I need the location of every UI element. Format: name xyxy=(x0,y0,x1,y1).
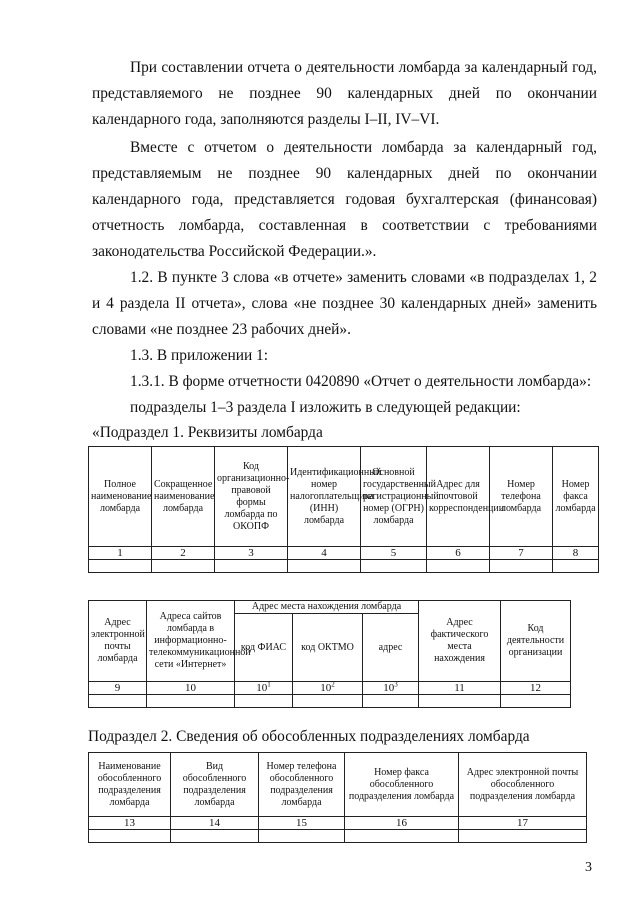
text-line: календарного года, представляется годовая бухгалтерская (финансовая) xyxy=(92,191,597,208)
text-line: словами «не позднее 23 рабочих дней». xyxy=(92,321,351,338)
column-number: 10 xyxy=(147,682,235,695)
superscript: 3 xyxy=(394,680,398,689)
column-number: 16 xyxy=(345,817,459,830)
table-number-row xyxy=(89,682,571,695)
text-line: представляемым не позднее 90 календарных дней по окончании xyxy=(92,165,597,182)
table-header-cell: Вид обособленного подразделения ломбарда xyxy=(171,753,259,817)
table-cell xyxy=(553,560,599,573)
table-empty-row xyxy=(89,560,599,573)
table-header-cell: код ФИАС xyxy=(235,614,293,682)
table-header-cell: Код деятельности организации xyxy=(501,601,571,682)
table-header-cell: Номер факса ломбарда xyxy=(553,447,599,547)
table-cell xyxy=(288,560,361,573)
table-header-cell: Наименование обособленного подразделения ломбарда xyxy=(89,753,171,817)
table-header-cell: Номер факса обособленного подразделения ломбарда xyxy=(345,753,459,817)
table-cell xyxy=(147,695,235,708)
table-requisites xyxy=(88,446,599,573)
table-cell xyxy=(89,695,147,708)
column-number: 17 xyxy=(459,817,587,830)
text-line: и 4 раздела II отчета», слова «не позднее 30 календарных дней» заменить xyxy=(92,295,597,312)
column-number-text: 10 xyxy=(320,682,332,694)
text-line: При составлении отчета о деятельности ломбарда за календарный год, xyxy=(130,59,597,76)
table-number-row xyxy=(89,547,599,560)
column-number: 11 xyxy=(419,682,501,695)
text-line: 1.2. В пункте 3 слова «в отчете» заменить словами «в подразделах 1, 2 xyxy=(130,269,597,286)
table-header-cell: Идентификационный номер налогоплательщика (ИНН) ломбарда xyxy=(288,447,361,547)
table-header-cell: Номер телефона обособленного подразделения ломбарда xyxy=(259,753,345,817)
text-line: представляемого не позднее 90 календарных дней по окончании xyxy=(92,85,597,102)
table-empty-row xyxy=(89,695,571,708)
column-number: 3 xyxy=(215,547,288,560)
table-cell xyxy=(419,695,501,708)
table-cell xyxy=(235,695,293,708)
table-header-cell: Основной государственный регистрационный номер (ОГРН) ломбарда xyxy=(361,447,427,547)
table-header-cell: адрес xyxy=(363,614,419,682)
table-header-row xyxy=(89,753,587,817)
paragraph-6 xyxy=(92,395,597,421)
text-line: 1.3.1. В форме отчетности 0420890 «Отчет о деятельности ломбарда»: xyxy=(130,373,592,390)
text-line: отчетность ломбарда, составленная в соответствии с требованиями xyxy=(92,217,597,234)
table-branches xyxy=(88,752,587,843)
column-number: 4 xyxy=(288,547,361,560)
table-cell xyxy=(215,560,288,573)
table-cell xyxy=(459,830,587,843)
text-line: подразделы 1–3 раздела I изложить в следующей редакции: xyxy=(130,399,521,416)
column-number xyxy=(235,682,293,695)
table-cell xyxy=(89,560,152,573)
table-empty-row xyxy=(89,830,587,843)
text-line: 1.3. В приложении 1: xyxy=(130,347,268,364)
table-header-row xyxy=(89,601,571,614)
paragraph-1 xyxy=(92,55,597,133)
text-line: Вместе с отчетом о деятельности ломбарда за календарный год, xyxy=(130,139,597,156)
table-header-cell: Адрес места нахождения ломбарда xyxy=(235,601,419,614)
column-number: 9 xyxy=(89,682,147,695)
column-number: 7 xyxy=(490,547,553,560)
text-line: законодательства Российской Федерации.». xyxy=(92,243,377,260)
subsection-2-title: Подраздел 2. Сведения об обособленных подразделениях ломбарда xyxy=(88,728,530,745)
table-cell xyxy=(490,560,553,573)
column-number: 8 xyxy=(553,547,599,560)
column-number: 15 xyxy=(259,817,345,830)
paragraph-5 xyxy=(92,369,597,395)
column-number-text: 10 xyxy=(383,682,395,694)
column-number: 14 xyxy=(171,817,259,830)
table-cell xyxy=(501,695,571,708)
table-header-cell: Адрес для почтовой корреспонденции xyxy=(427,447,490,547)
table-cell xyxy=(293,695,363,708)
table-addresses xyxy=(88,600,571,708)
column-number: 13 xyxy=(89,817,171,830)
column-number: 2 xyxy=(152,547,215,560)
table-header-cell: Адрес фактического места нахождения xyxy=(419,601,501,682)
paragraph-4 xyxy=(92,343,597,369)
table-header-cell: Адрес электронной почты обособленного подразделения ломбарда xyxy=(459,753,587,817)
superscript: 2 xyxy=(331,680,335,689)
table-header-cell: код ОКТМО xyxy=(293,614,363,682)
table-cell xyxy=(89,830,171,843)
column-number: 1 xyxy=(89,547,152,560)
table-header-row xyxy=(89,447,599,547)
paragraph-2 xyxy=(92,135,597,265)
table-header-cell: Адреса сайтов ломбарда в информационно-телекоммуникационной сети «Интернет» xyxy=(147,601,235,682)
table-cell xyxy=(427,560,490,573)
column-number: 12 xyxy=(501,682,571,695)
table-number-row xyxy=(89,817,587,830)
table-cell xyxy=(363,695,419,708)
paragraph-3 xyxy=(92,265,597,343)
table-cell xyxy=(152,560,215,573)
table-header-cell: Полное наименование ломбарда xyxy=(89,447,152,547)
table-header-cell: Номер телефона ломбарда xyxy=(490,447,553,547)
table-header-cell: Сокращенное наименование ломбарда xyxy=(152,447,215,547)
column-number: 6 xyxy=(427,547,490,560)
page-number: 3 xyxy=(585,860,592,875)
superscript: 1 xyxy=(267,680,271,689)
column-number-text: 10 xyxy=(256,682,268,694)
table-cell xyxy=(345,830,459,843)
table-header-cell: Адрес электронной почты ломбарда xyxy=(89,601,147,682)
column-number xyxy=(293,682,363,695)
subsection-1-title: «Подраздел 1. Реквизиты ломбарда xyxy=(92,424,323,441)
column-number: 5 xyxy=(361,547,427,560)
table-cell xyxy=(361,560,427,573)
column-number xyxy=(363,682,419,695)
table-cell xyxy=(171,830,259,843)
table-header-cell: Код организационно-правовой формы ломбарда по ОКОПФ xyxy=(215,447,288,547)
text-line: календарного года, заполняются разделы I–II, IV–VI. xyxy=(92,111,440,128)
table-cell xyxy=(259,830,345,843)
